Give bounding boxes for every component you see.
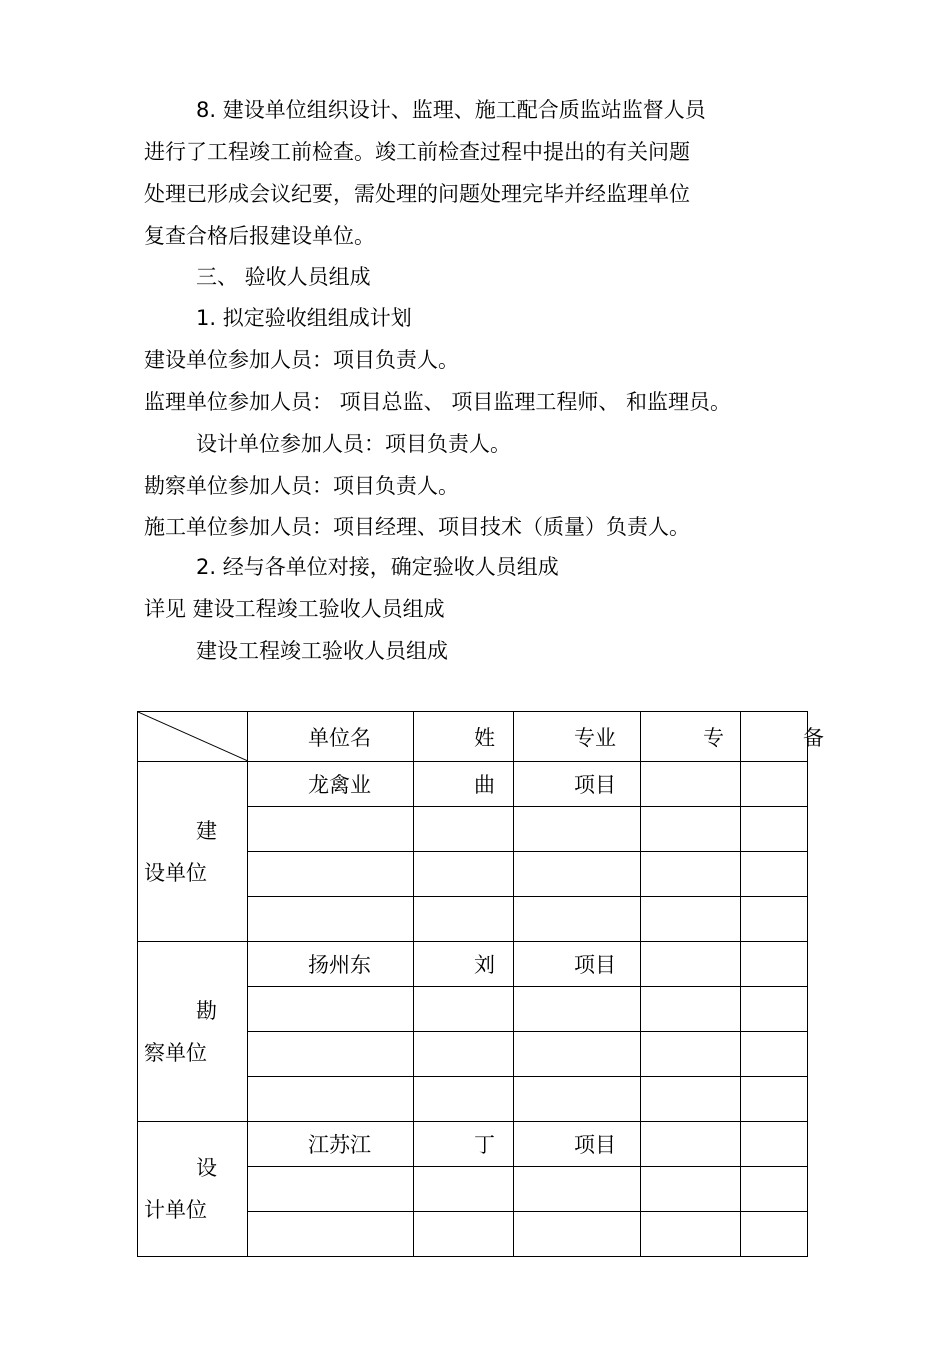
diagonal-header-cell (138, 712, 248, 762)
empty-cell (641, 762, 741, 807)
paragraph-line: 监理单位参加人员： 项目总监、 项目监理工程师、 和监理员。 (144, 390, 732, 414)
header-cell: 专业 (514, 712, 641, 762)
major-cell: 项目 (514, 762, 641, 807)
subsection-heading: 1. 拟定验收组组成计划 (196, 306, 412, 330)
header-cell: 姓 (414, 712, 514, 762)
header-cell: 备 (741, 712, 808, 762)
paragraph-line: 施工单位参加人员：项目经理、项目技术（质量）负责人。 (144, 515, 690, 539)
table-row (138, 1122, 808, 1167)
group-label-cell: 设 计单位 (138, 1122, 248, 1257)
paragraph-line: 8. 建设单位组织设计、监理、施工配合质监站监督人员 (196, 98, 706, 122)
table-header-row (138, 712, 808, 762)
empty-cell (741, 942, 808, 987)
table-row (138, 942, 808, 987)
paragraph-line: 进行了工程竣工前检查。竣工前检查过程中提出的有关问题 (144, 140, 690, 164)
name-cell: 丁 (414, 1122, 514, 1167)
table-caption: 建设工程竣工验收人员组成 (196, 639, 448, 663)
header-cell: 单位名 (248, 712, 414, 762)
empty-cell (741, 762, 808, 807)
header-cell: 专 (641, 712, 741, 762)
empty-cell (641, 942, 741, 987)
paragraph-line: 设计单位参加人员：项目负责人。 (196, 432, 511, 456)
unit-cell: 龙禽业 (248, 762, 414, 807)
empty-cell (741, 1122, 808, 1167)
subsection-heading: 2. 经与各单位对接，确定验收人员组成 (196, 555, 559, 579)
unit-cell: 江苏江 (248, 1122, 414, 1167)
acceptance-personnel-table (137, 711, 824, 1257)
group-label-cell: 勘 察单位 (138, 942, 248, 1122)
paragraph-line: 复查合格后报建设单位。 (144, 224, 375, 248)
paragraph-line: 勘察单位参加人员：项目负责人。 (144, 474, 459, 498)
name-cell: 曲 (414, 762, 514, 807)
name-cell: 刘 (414, 942, 514, 987)
unit-cell: 扬州东 (248, 942, 414, 987)
diagonal-line (138, 712, 248, 761)
group-label-cell: 建 设单位 (138, 762, 248, 942)
section-heading: 三、 验收人员组成 (196, 265, 371, 289)
major-cell: 项目 (514, 1122, 641, 1167)
paragraph-line: 详见 建设工程竣工验收人员组成 (144, 597, 445, 621)
paragraph-line: 处理已形成会议纪要，需处理的问题处理完毕并经监理单位 (144, 182, 690, 206)
table-row (138, 762, 808, 807)
empty-cell (641, 1122, 741, 1167)
major-cell: 项目 (514, 942, 641, 987)
paragraph-line: 建设单位参加人员：项目负责人。 (144, 348, 459, 372)
